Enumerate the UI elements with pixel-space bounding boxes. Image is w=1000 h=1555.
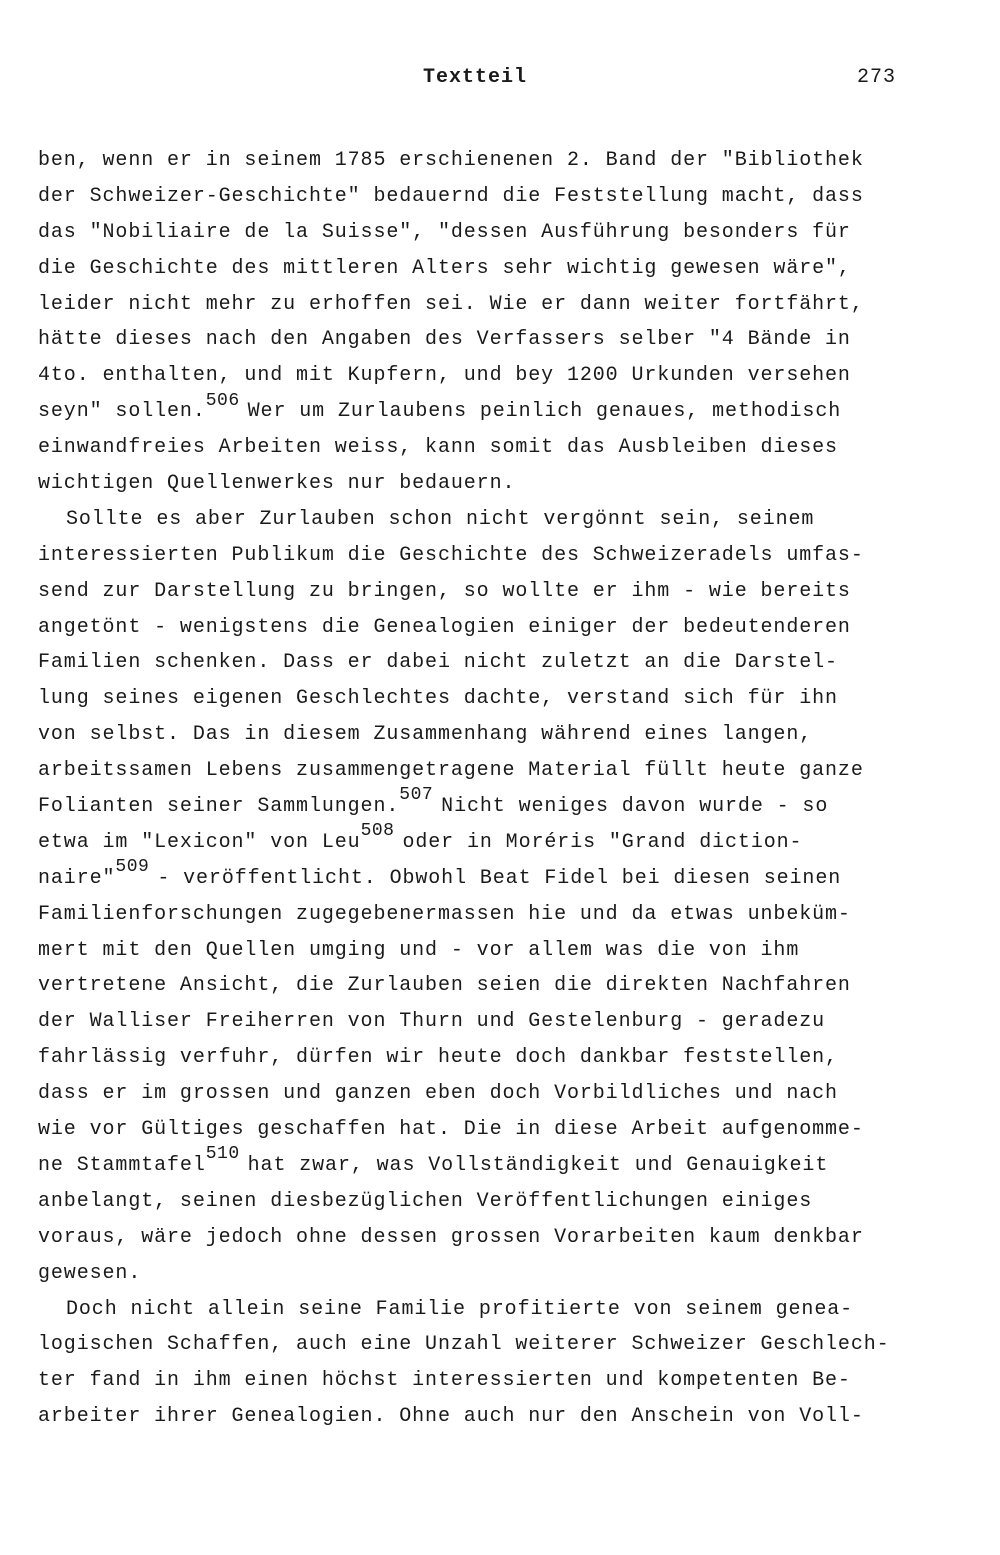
paragraph-first-line: Sollte es aber Zurlauben schon nicht vergönnt sein, seinem	[66, 507, 815, 531]
footnote-marker: 510	[205, 1144, 240, 1165]
text-line: anbelangt, seinen diesbezüglichen Veröffentlichungen einiges	[38, 1189, 813, 1213]
text-segment: Nicht weniges davon wurde - so	[441, 795, 829, 819]
text-segment: Folianten seiner Sammlungen.	[38, 795, 400, 819]
text-line: hätte dieses nach den Angaben des Verfassers selber "4 Bände in	[38, 328, 851, 352]
text-line: arbeitssamen Lebens zusammengetragene Material füllt heute ganze	[38, 759, 864, 783]
text-line: dass er im grossen und ganzen eben doch Vorbildliches und nach	[38, 1082, 838, 1106]
footnote-marker: 508	[360, 821, 395, 842]
text-line: wie vor Gültiges geschaffen hat. Die in diese Arbeit aufgenomme-	[38, 1118, 864, 1142]
text-line: lung seines eigenen Geschlechtes dachte, verstand sich für ihn	[38, 687, 838, 711]
text-line: 4to. enthalten, und mit Kupfern, und bey 1200 Urkunden versehen	[38, 364, 851, 388]
text-segment: ne Stammtafel	[38, 1153, 206, 1177]
text-segment: oder in Moréris "Grand diction-	[402, 830, 803, 854]
footnote-marker: 507	[399, 785, 434, 806]
text-segment: naire"	[38, 866, 116, 890]
body-text	[38, 143, 938, 1435]
text-line-with-footnote	[38, 1144, 938, 1184]
page-number: 273	[857, 66, 897, 89]
footnote-marker: 509	[115, 857, 150, 878]
text-line: wichtigen Quellenwerkes nur bedauern.	[38, 472, 516, 496]
text-line: fahrlässig verfuhr, dürfen wir heute doch dankbar feststellen,	[38, 1046, 838, 1070]
text-line: einwandfreies Arbeiten weiss, kann somit das Ausbleiben dieses	[38, 436, 838, 460]
text-line: die Geschichte des mittleren Alters sehr wichtig gewesen wäre",	[38, 256, 851, 280]
footnote-marker: 506	[205, 390, 240, 411]
text-line: Familien schenken. Dass er dabei nicht zuletzt an die Darstel-	[38, 651, 838, 675]
text-line: angetönt - wenigstens die Genealogien einiger der bedeutenderen	[38, 615, 851, 639]
text-line: mert mit den Quellen umging und - vor allem was die von ihm	[38, 938, 800, 962]
text-line: der Walliser Freiherren von Thurn und Gestelenburg - geradezu	[38, 1010, 826, 1034]
text-line: leider nicht mehr zu erhoffen sei. Wie er dann weiter fortfährt,	[38, 292, 864, 316]
running-title: Textteil	[422, 66, 527, 89]
text-segment: Wer um Zurlaubens peinlich genaues, methodisch	[247, 400, 842, 424]
text-segment: - veröffentlicht. Obwohl Beat Fidel bei diesen seinen	[157, 866, 842, 890]
text-line: Familienforschungen zugegebenermassen hie und da etwas unbeküm-	[38, 902, 851, 926]
text-line-with-footnote	[38, 821, 938, 861]
paragraph-first-line: Doch nicht allein seine Familie profitierte von seinem genea-	[66, 1297, 854, 1321]
text-line: arbeiter ihrer Genealogien. Ohne auch nur den Anschein von Voll-	[38, 1405, 864, 1429]
text-line: der Schweizer-Geschichte" bedauernd die Feststellung macht, dass	[38, 184, 864, 208]
text-segment: hat zwar, was Vollständigkeit und Genauigkeit	[247, 1153, 829, 1177]
text-line: interessierten Publikum die Geschichte des Schweizeradels umfas-	[38, 543, 864, 567]
text-line: das "Nobiliaire de la Suisse", "dessen Ausführung besonders für	[38, 220, 851, 244]
text-line: gewesen.	[38, 1261, 142, 1285]
text-line-with-footnote	[38, 785, 938, 825]
text-segment: seyn" sollen.	[38, 400, 206, 424]
text-line: ter fand in ihm einen höchst interessierten und kompetenten Be-	[38, 1369, 851, 1393]
text-line-with-footnote	[38, 390, 938, 430]
text-line: voraus, wäre jedoch ohne dessen grossen Vorarbeiten kaum denkbar	[38, 1225, 864, 1249]
text-line-with-footnote	[38, 857, 938, 897]
text-line: logischen Schaffen, auch eine Unzahl weiterer Schweizer Geschlech-	[38, 1333, 890, 1357]
text-line: von selbst. Das in diesem Zusammenhang während eines langen,	[38, 723, 813, 747]
text-line: vertretene Ansicht, die Zurlauben seien die direkten Nachfahren	[38, 974, 851, 998]
text-line: ben, wenn er in seinem 1785 erschienenen 2. Band der "Bibliothek	[38, 149, 864, 172]
text-line: send zur Darstellung zu bringen, so wollte er ihm - wie bereits	[38, 579, 851, 603]
text-segment: etwa im "Lexicon" von Leu	[38, 830, 361, 854]
